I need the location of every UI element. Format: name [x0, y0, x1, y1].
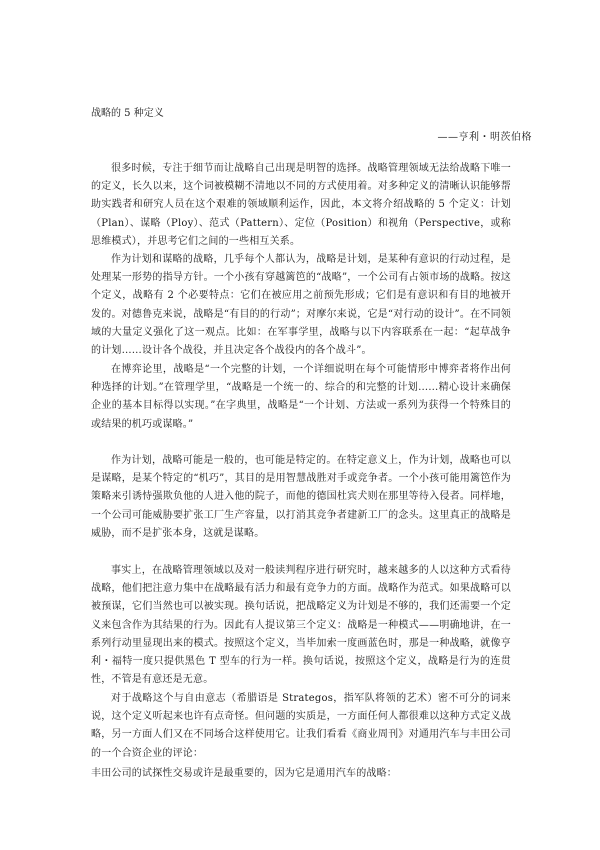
- paragraph-5: 事实上，在战略管理领域以及对一般读判程序进行研究时，越来越多的人以这种方式看待战略，他们把注意力集中在战略最有活力和最有竞争力的方面。战略作为范式。如果战略可以被预谋，它们当然也可以被实现。换句话说，把战略定义为计划是不够的，我们还需要一个定义来包含作为其结果的行为。因此有人提议第三个定义：战略是一种模式——明确地讲，在一系列行动里显现出来的模式。按照这个定义，当毕加索一度画蓝色时，那是一种战略，就像亨利・福特一度只提供黑色 T 型车的行为一样。换句话说，按照这个定义，战略是行为的连贯性，不管是有意还是无意。: [91, 565, 511, 686]
- paragraph-2: 作为计划和谋略的战略，几乎每个人都认为，战略是计划，是某种有意识的行动过程，是处理某一形势的指导方针。一个小孩有穿越篱笆的“战略”，一个公司有占领市场的战略。按这个定义，战略有 2 个必要特点：它们在被应用之前预先形成；它们是有意识和有目的地被开发的。对德鲁克来说，战略是“有目的的行动”；对摩尔来说，它是“对行动的设计”。在不同领域的大量定义强化了这一观点。比如：在军事学里，战略与以下内容联系在一起：“起草战争的计划……设计各个战役，并且决定各个战役内的各个战斗”。: [91, 254, 511, 357]
- paragraph-3: 在博弈论里，战略是“一个完整的计划，一个详细说明在每个可能情形中博弈者将作出何种选择的计划。”在管理学里，“战略是一个统一的、综合的和完整的计划……精心设计来确保企业的基本目标得以实现。”在字典里，战略是“一个计划、方法或一系列为获得一个特殊目的或结果的机巧或谋略。”: [91, 364, 511, 430]
- paragraph-6: 对于战略这个与自由意志（希腊语是 Strategos，指军队将领的艺术）密不可分的词来说，这个定义听起来也许有点奇怪。但问题的实质是，一方面任何人都很难以这种方式定义战略，另一方面人们又在不同场合这样使用它。让我们看看《商业周刊》对通用汽车与丰田公司的一个合资企业的评论：: [91, 693, 511, 759]
- paragraph-1: 很多时候，专注于细节而让战略自己出现是明智的选择。战略管理领域无法给战略下唯一的定义，长久以来，这个词被模糊不清地以不同的方式使用着。对多种定义的清晰认识能够帮助实践者和研究人员在这个艰难的领域顺利运作，因此，本文将介绍战略的 5 个定义：计划（Plan）、谋略（Ploy）、范式（Pattern）、定位（Position）和视角（Perspective，或称思维模式），并思考它们之间的一些相互关系。: [91, 163, 511, 247]
- paragraph-7: 丰田公司的试探性交易或许是最重要的，因为它是通用汽车的战略：: [91, 768, 397, 779]
- document-author: ——亨利・明茨伯格: [437, 132, 532, 143]
- document-title: 战略的 5 种定义: [91, 108, 164, 119]
- paragraph-4: 作为计划，战略可能是一般的，也可能是特定的。在特定意义上，作为计划，战略也可以是谋略，是某个特定的“机巧”，其目的是用智慧战胜对手或竞争者。一个小孩可能用篱笆作为策略来引诱恃强欺负他的人进入他的院子，而他的德国杜宾犬则在那里等待入侵者。同样地，一个公司可能威胁要扩张工厂生产容量，以打消其竞争者建新工厂的念头。这里真正的战略是威胁，而不是扩张本身，这就是谋略。: [91, 455, 511, 539]
